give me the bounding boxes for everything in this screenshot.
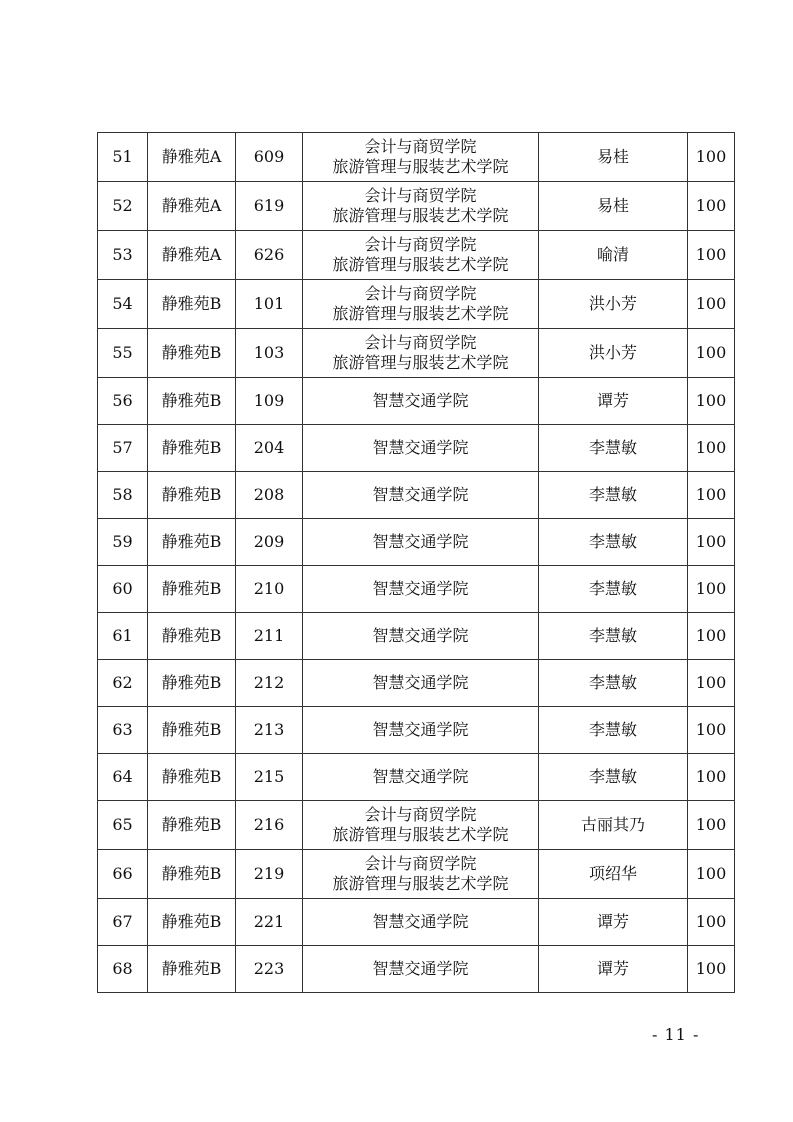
score-cell: 100 [688,946,735,993]
person-cell: 李慧敏 [539,472,688,519]
college-cell [303,280,539,329]
building-cell: 静雅苑B [148,946,236,993]
table-row [98,329,735,378]
college-name: 旅游管理与服装艺术学院 [332,157,509,176]
row-number-cell: 55 [98,329,148,378]
college-cell [303,850,539,899]
room-cell: 626 [236,231,303,280]
person-cell: 李慧敏 [539,660,688,707]
table-row [98,280,735,329]
table-row [98,378,735,425]
row-number-cell: 64 [98,754,148,801]
score-cell: 100 [688,329,735,378]
building-cell: 静雅苑B [148,660,236,707]
room-cell: 209 [236,519,303,566]
college-name: 旅游管理与服装艺术学院 [332,825,509,844]
table-row [98,899,735,946]
building-cell: 静雅苑B [148,329,236,378]
college-name: 智慧交通学院 [372,579,469,598]
college-cell [303,946,539,993]
building-cell: 静雅苑B [148,566,236,613]
college-name: 智慧交通学院 [372,391,469,410]
score-cell: 100 [688,707,735,754]
score-cell: 100 [688,613,735,660]
college-name: 会计与商贸学院 [364,186,477,205]
row-number-cell: 52 [98,182,148,231]
room-cell: 211 [236,613,303,660]
building-cell: 静雅苑A [148,133,236,182]
row-number-cell: 59 [98,519,148,566]
person-cell: 古丽其乃 [539,801,688,850]
person-cell: 易桂 [539,133,688,182]
table-body [98,133,735,993]
person-cell: 谭芳 [539,946,688,993]
row-number-cell: 63 [98,707,148,754]
person-cell: 李慧敏 [539,707,688,754]
college-name: 旅游管理与服装艺术学院 [332,304,509,323]
college-cell [303,472,539,519]
person-cell: 李慧敏 [539,519,688,566]
person-cell: 喻清 [539,231,688,280]
room-cell: 208 [236,472,303,519]
college-name: 会计与商贸学院 [364,854,477,873]
building-cell: 静雅苑B [148,519,236,566]
score-cell: 100 [688,425,735,472]
college-name: 会计与商贸学院 [364,333,477,352]
college-name: 智慧交通学院 [372,912,469,931]
table-row [98,566,735,613]
score-cell: 100 [688,231,735,280]
score-cell: 100 [688,280,735,329]
score-cell: 100 [688,850,735,899]
score-cell: 100 [688,378,735,425]
score-cell: 100 [688,182,735,231]
college-name: 旅游管理与服装艺术学院 [332,206,509,225]
room-cell: 101 [236,280,303,329]
college-name: 旅游管理与服装艺术学院 [332,353,509,372]
college-cell [303,133,539,182]
score-cell: 100 [688,519,735,566]
table-row [98,801,735,850]
college-cell [303,754,539,801]
score-cell: 100 [688,660,735,707]
building-cell: 静雅苑B [148,801,236,850]
table-row [98,519,735,566]
row-number-cell: 53 [98,231,148,280]
person-cell: 洪小芳 [539,329,688,378]
room-cell: 221 [236,899,303,946]
college-cell [303,231,539,280]
table-row [98,133,735,182]
score-cell: 100 [688,754,735,801]
row-number-cell: 57 [98,425,148,472]
room-cell: 215 [236,754,303,801]
college-cell [303,329,539,378]
room-cell: 216 [236,801,303,850]
row-number-cell: 60 [98,566,148,613]
row-number-cell: 58 [98,472,148,519]
row-number-cell: 56 [98,378,148,425]
room-cell: 213 [236,707,303,754]
building-cell: 静雅苑B [148,472,236,519]
college-cell [303,519,539,566]
row-number-cell: 51 [98,133,148,182]
room-cell: 223 [236,946,303,993]
person-cell: 谭芳 [539,378,688,425]
room-cell: 212 [236,660,303,707]
college-cell [303,425,539,472]
score-cell: 100 [688,801,735,850]
table-row [98,850,735,899]
score-cell: 100 [688,566,735,613]
building-cell: 静雅苑B [148,280,236,329]
college-name: 智慧交通学院 [372,485,469,504]
person-cell: 李慧敏 [539,754,688,801]
page-number: - 11 - [652,1025,700,1044]
room-cell: 109 [236,378,303,425]
table-row [98,182,735,231]
table-row [98,660,735,707]
college-cell [303,707,539,754]
college-name: 会计与商贸学院 [364,137,477,156]
college-name: 旅游管理与服装艺术学院 [332,255,509,274]
room-cell: 219 [236,850,303,899]
person-cell: 易桂 [539,182,688,231]
college-name: 智慧交通学院 [372,532,469,551]
college-cell [303,899,539,946]
college-name: 智慧交通学院 [372,720,469,739]
building-cell: 静雅苑B [148,899,236,946]
table-row [98,754,735,801]
table-row [98,472,735,519]
building-cell: 静雅苑B [148,425,236,472]
row-number-cell: 65 [98,801,148,850]
table-row [98,946,735,993]
person-cell: 洪小芳 [539,280,688,329]
college-name: 会计与商贸学院 [364,284,477,303]
room-cell: 619 [236,182,303,231]
person-cell: 项绍华 [539,850,688,899]
college-name: 智慧交通学院 [372,959,469,978]
college-name: 智慧交通学院 [372,767,469,786]
room-cell: 210 [236,566,303,613]
college-name: 会计与商贸学院 [364,235,477,254]
row-number-cell: 61 [98,613,148,660]
college-cell [303,613,539,660]
college-name: 旅游管理与服装艺术学院 [332,874,509,893]
row-number-cell: 67 [98,899,148,946]
table-row [98,231,735,280]
building-cell: 静雅苑B [148,613,236,660]
building-cell: 静雅苑B [148,850,236,899]
room-cell: 103 [236,329,303,378]
college-cell [303,801,539,850]
table-row [98,613,735,660]
building-cell: 静雅苑A [148,231,236,280]
row-number-cell: 66 [98,850,148,899]
building-cell: 静雅苑A [148,182,236,231]
row-number-cell: 54 [98,280,148,329]
table-row [98,707,735,754]
person-cell: 李慧敏 [539,566,688,613]
person-cell: 李慧敏 [539,613,688,660]
room-cell: 609 [236,133,303,182]
table-row [98,425,735,472]
college-cell [303,182,539,231]
room-cell: 204 [236,425,303,472]
college-cell [303,378,539,425]
building-cell: 静雅苑B [148,378,236,425]
college-name: 智慧交通学院 [372,673,469,692]
row-number-cell: 62 [98,660,148,707]
score-cell: 100 [688,472,735,519]
college-name: 智慧交通学院 [372,438,469,457]
college-name: 会计与商贸学院 [364,805,477,824]
building-cell: 静雅苑B [148,754,236,801]
score-cell: 100 [688,133,735,182]
dormitory-score-table [97,132,735,993]
score-cell: 100 [688,899,735,946]
college-name: 智慧交通学院 [372,626,469,645]
college-cell [303,660,539,707]
row-number-cell: 68 [98,946,148,993]
person-cell: 李慧敏 [539,425,688,472]
person-cell: 谭芳 [539,899,688,946]
building-cell: 静雅苑B [148,707,236,754]
college-cell [303,566,539,613]
